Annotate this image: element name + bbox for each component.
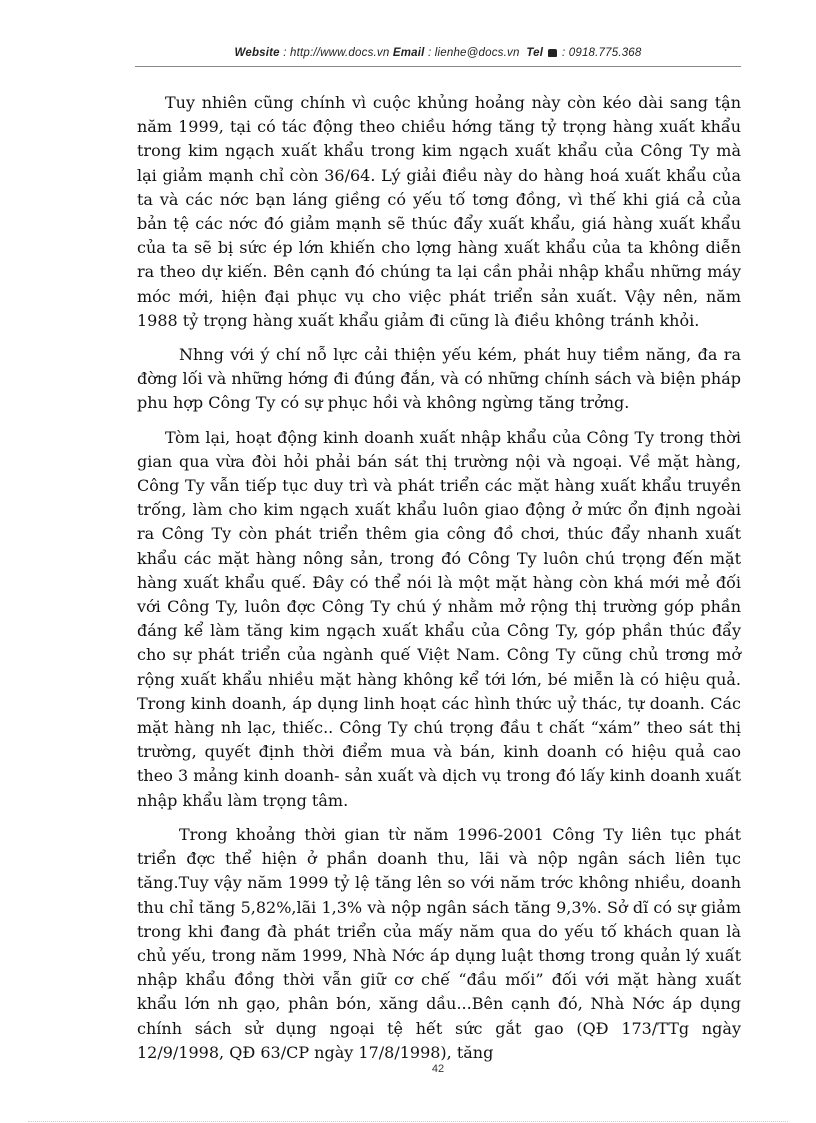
paragraph-4: Trong khoảng thời gian từ năm 1996-2001 Công Ty liên tục phát triển đợc thể hiện ở phần doanh thu, lãi và nộp ngân sách liên tục tăng.Tuy vậy năm 1999 tỷ lệ tăng lên so với năm trớc không nhiều, doanh thu chỉ tăng 5,82%,lãi 1,3% và nộp ngân sách tăng 9,3%. Sở dĩ có sự giảm trong khi đang đà phát triển của mấy năm qua do yếu tố khách quan là chủ yếu, trong năm 1999, Nhà Nớc áp dụng luật thơng trong quản lý xuất nhập khẩu đồng thời vẫn giữ cơ chế “đầu mối” đối với mặt hàng xuất khẩu lớn nh gạo, phân bón, xăng dầu...Bên cạnh đó, Nhà Nớc áp dụng chính sách sử dụng ngoại tệ hết sức gắt gao (QĐ 173/TTg ngày 12/9/1998, QĐ 63/CP ngày 17/8/1998), tăng (137, 824, 741, 1062)
telephone-icon (548, 49, 557, 57)
footer-divider (28, 1121, 788, 1122)
paragraph-2: Nhng với ý chí nỗ lực cải thiện yếu kém, phát huy tiềm năng, đa ra đờng lối và những hớng đi đúng đắn, và có những chính sách và biện pháp phu hợp Công Ty có sự phục hồi và không ngừng tăng trởng. (137, 345, 741, 413)
header-divider (135, 66, 741, 67)
body-text (137, 91, 741, 1065)
page-number: 42 (431, 1063, 445, 1075)
email-separator: : (424, 47, 435, 59)
paragraph-1: Tuy nhiên cũng chính vì cuộc khủng hoảng này còn kéo dài sang tận năm 1999, tại có tác động theo chiều hớng tăng tỷ trọng hàng xuất khẩu trong kim ngạch xuất khẩu trong kim ngạch xuất khẩu của Công Ty mà lại giảm mạnh chỉ còn 36/64. Lý giải điều này do hàng hoá xuất khẩu của ta và các nớc bạn láng giềng có yếu tố tơng đồng, vì thế khi giá cả của bản tệ các nớc đó giảm mạnh sẽ thúc đẩy xuất khẩu, giá hàng xuất khẩu của ta sẽ bị sức ép lớn khiến cho lợng hàng xuất khẩu của ta không diễn ra theo dự kiến. Bên cạnh đó chúng ta lại cần phải nhập khẩu những máy móc mới, hiện đại phục vụ cho việc phát triển sản xuất. Vậy nên, năm 1988 tỷ trọng hàng xuất khẩu giảm đi cũng là điều không tránh khỏi. (137, 93, 741, 330)
website-label: Website (234, 47, 280, 59)
tel-label: Tel (526, 47, 544, 59)
email-label: Email (392, 47, 425, 59)
page-header (135, 47, 741, 59)
tel-separator: : (558, 47, 569, 59)
paragraph-3: Tòm lại, hoạt động kinh doanh xuất nhập khẩu của Công Ty trong thời gian qua vừa đòi hỏi phải bán sát thị trường nội và ngoại. Về mặt hàng, Công Ty vẫn tiếp tục duy trì và phát triển các mặt hàng xuất khẩu truyền trống, làm cho kim ngạch xuất khẩu luôn giao động ở mức ổn định ngoài ra Công Ty còn phát triển thêm gia công đồ chơi, thúc đẩy nhanh xuất khẩu các mặt hàng nông sản, trong đó Công Ty luôn chú trọng đến mặt hàng xuất khẩu quế. Đây có thể nói là một mặt hàng còn khá mới mẻ đối với Công Ty, luôn đợc Công Ty chú ý nhằm mở rộng thị trường góp phần đáng kể làm tăng kim ngạch xuất khẩu của Công Ty, góp phần thúc đẩy cho sự phát triển của ngành quế Việt Nam. Công Ty cũng chủ trơng mở rộng xuất khẩu nhiều mặt hàng không kể tới lớn, bé miễn là có hiệu quả. Trong kinh doanh, áp dụng linh hoạt các hình thức uỷ thác, tự doanh. Các mặt hàng nh lạc, thiếc.. Công Ty chú trọng đầu t chất “xám” theo sát thị trường, quyết định thời điểm mua và bán, kinh doanh có hiệu quả cao theo 3 mảng kinh doanh- sản xuất và dịch vụ trong đó lấy kinh doanh xuất nhập khẩu làm trọng tâm. (137, 427, 741, 810)
tel-number: 0918.775.368 (568, 47, 642, 59)
website-separator: : (279, 47, 290, 59)
email-address[interactable]: lienhe@docs.vn (434, 47, 520, 59)
website-url[interactable]: http://www.docs.vn (289, 47, 390, 59)
